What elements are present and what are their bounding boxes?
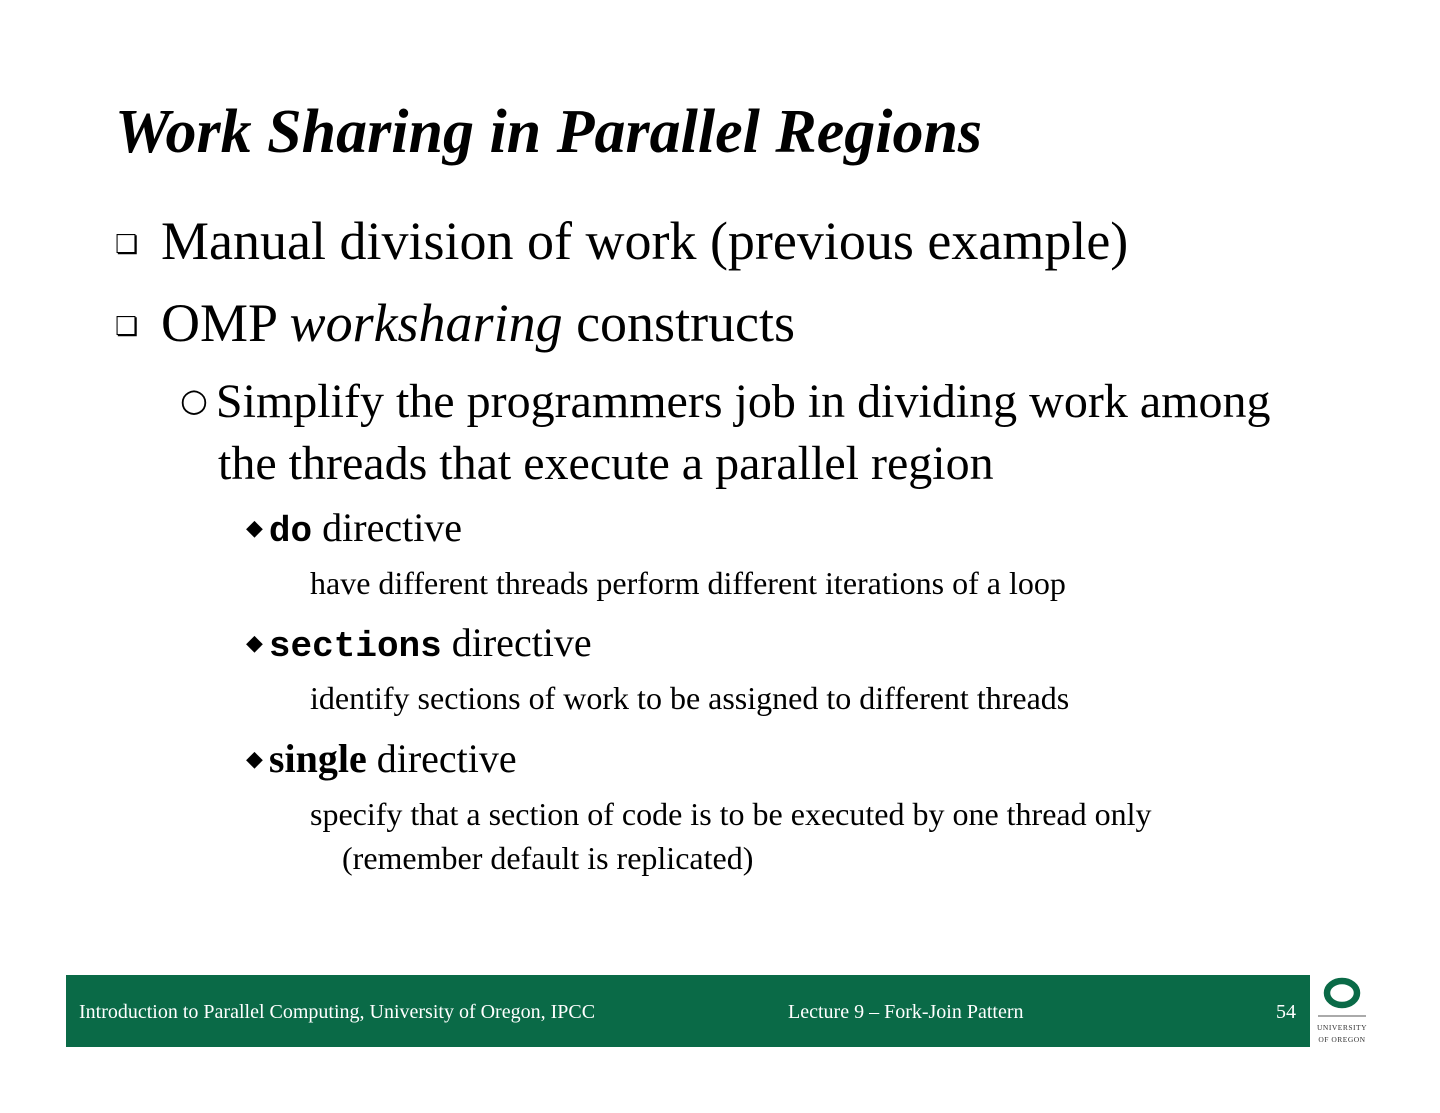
sub-bullet-line1: Simplify the programmers job in dividing work among [215,375,1271,428]
diamond-icon: ◆ [246,631,263,656]
footer-lecture: Lecture 9 – Fork-Join Pattern [788,1001,1024,1023]
logo-o-mark [1327,981,1357,1005]
footer-course: Introduction to Parallel Computing, University of Oregon, IPCC [79,1001,596,1023]
description-text: specify that a section of code is to be executed by one thread only [310,796,1152,832]
sub-bullet-simplify [180,369,1270,495]
directive-single-description [310,792,1151,880]
directive-sections-description [310,676,1069,720]
bullet-manual-division [115,210,1128,276]
directive-label: directive [366,736,517,781]
logo-text-university: UNIVERSITY [1317,1023,1367,1032]
directive-keyword: sections [268,626,442,667]
directive-keyword: do [268,511,313,552]
diamond-icon: ◆ [246,516,263,541]
sub-bullet-line2: the threads that execute a parallel region [218,437,994,490]
slide-footer [66,975,1310,1047]
hollow-circle-icon: ○ [180,381,208,419]
directive-do-description [310,561,1066,605]
description-text: identify sections of work to be assigned to different threads [310,680,1070,716]
directive-single [246,734,517,785]
directive-keyword: single [268,736,367,781]
slide-title: Work Sharing in Parallel Regions [115,98,983,166]
hollow-square-icon: ❏ [115,312,139,342]
directive-do [246,503,462,557]
directive-label: directive [312,505,463,550]
description-text: have different threads perform different iterations of a loop [310,565,1066,601]
bullet-text: Manual division of work (previous example) [161,211,1129,271]
bullet-emphasis: worksharing [289,293,563,353]
bullet-text-suffix: constructs [562,293,796,353]
directive-label: directive [441,620,592,665]
directive-sections [246,618,592,672]
diamond-icon: ◆ [246,747,263,772]
bullet-text-prefix: OMP [161,293,290,353]
description-continuation: (remember default is replicated) [342,840,754,876]
footer-page-number: 54 [1276,1001,1296,1023]
bullet-omp-worksharing [115,292,795,358]
university-of-oregon-logo [1313,976,1371,1048]
hollow-square-icon: ❏ [115,230,139,260]
logo-text-oregon: OF OREGON [1318,1035,1366,1044]
